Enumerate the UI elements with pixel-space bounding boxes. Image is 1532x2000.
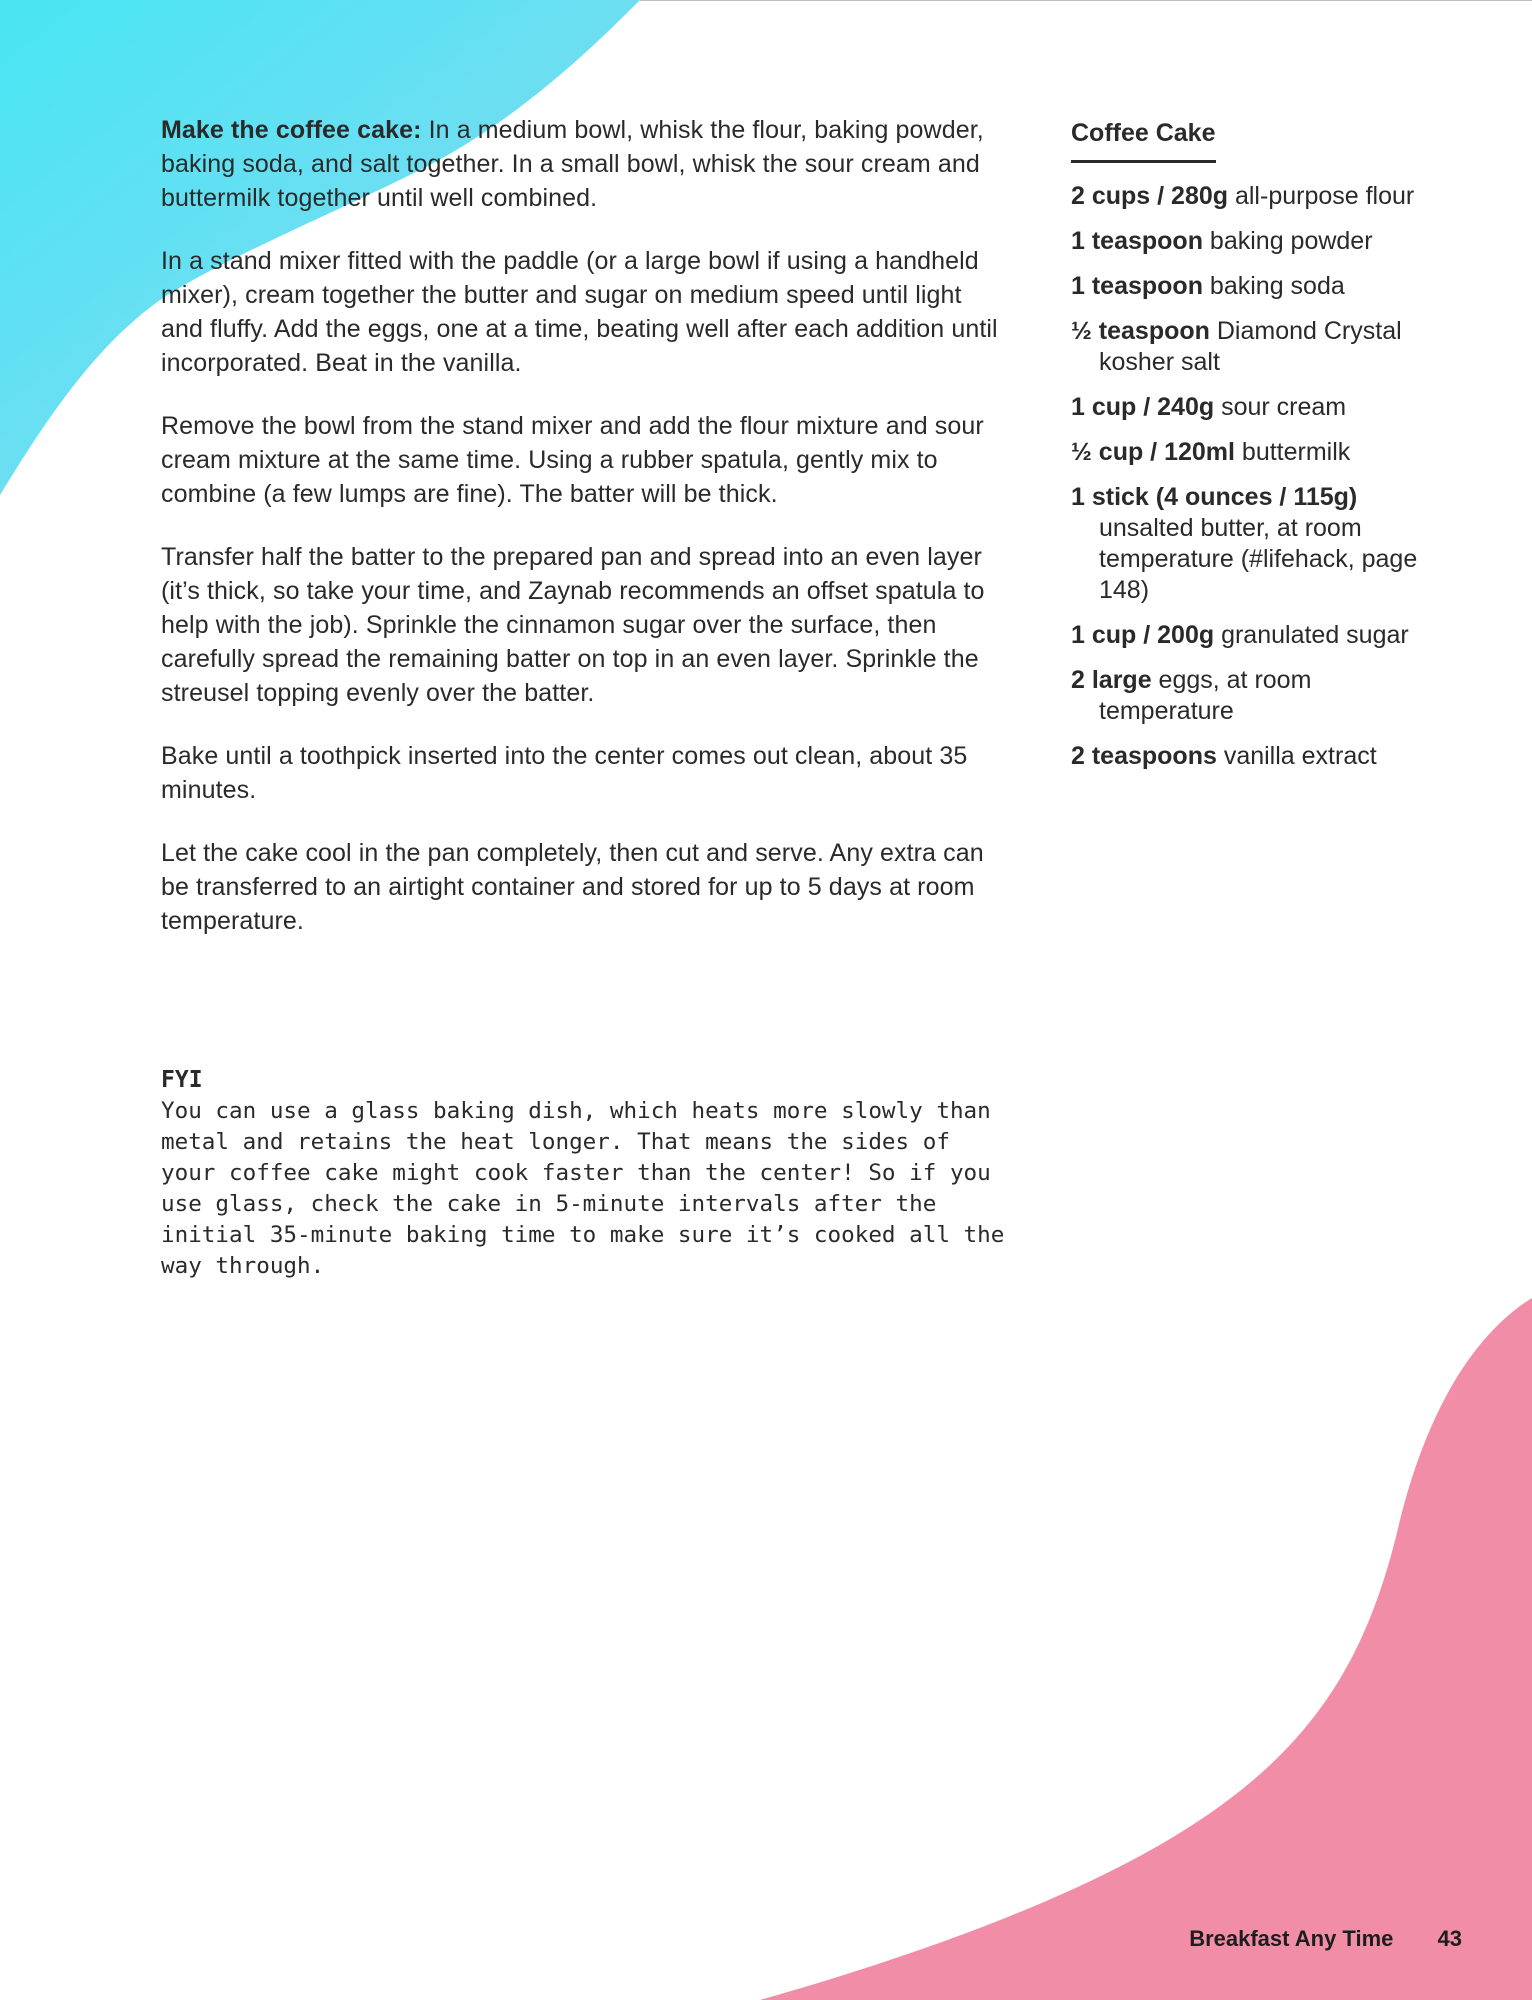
method-paragraph bbox=[161, 836, 1001, 938]
method-steps bbox=[161, 113, 1001, 967]
pink-blob bbox=[760, 1298, 1532, 2000]
top-rule bbox=[640, 0, 1532, 1]
ingredient-qty: 2 large bbox=[1071, 666, 1152, 694]
ingredient-desc: baking soda bbox=[1202, 272, 1345, 300]
ingredient-desc: eggs, at room temperature bbox=[1099, 666, 1312, 725]
ingredient-item bbox=[1071, 271, 1431, 302]
ingredient-item bbox=[1071, 665, 1431, 727]
ingredient-item bbox=[1071, 741, 1431, 772]
ingredient-desc: vanilla extract bbox=[1216, 742, 1377, 770]
method-paragraph bbox=[161, 540, 1001, 710]
ingredient-desc: Diamond Crystal kosher salt bbox=[1099, 317, 1402, 376]
step-text: In a medium bowl, whisk the flour, baking powder, baking soda, and salt together. In a small bowl, whisk the sour cream and buttermilk together until well combined. bbox=[161, 116, 984, 212]
ingredient-qty: 2 teaspoons bbox=[1071, 742, 1217, 770]
step-text: Let the cake cool in the pan completely, then cut and serve. Any extra can be transferred to an airtight container and stored for up to 5 days at room temperature. bbox=[161, 839, 984, 935]
fyi-note bbox=[161, 1065, 1011, 1282]
ingredient-qty: 1 cup / 240g bbox=[1071, 393, 1215, 421]
step-lead: Make the coffee cake: bbox=[161, 116, 422, 144]
ingredient-desc: buttermilk bbox=[1234, 438, 1351, 466]
ingredient-qty: ½ cup / 120ml bbox=[1071, 438, 1235, 466]
fyi-title: FYI bbox=[161, 1067, 203, 1093]
step-text: In a stand mixer fitted with the paddle (or a large bowl if using a handheld mixer), cream together the butter and sugar on medium speed until light and fluffy. Add the eggs, one at a time, beating well after each addition until incorporated. Beat in the vanilla. bbox=[161, 247, 998, 377]
ingredient-desc: all-purpose flour bbox=[1228, 182, 1415, 210]
ingredient-list bbox=[1071, 116, 1431, 786]
ingredient-qty: 1 teaspoon bbox=[1071, 227, 1203, 255]
ingredient-qty: 1 teaspoon bbox=[1071, 272, 1203, 300]
ingredient-item bbox=[1071, 392, 1431, 423]
method-paragraph bbox=[161, 244, 1001, 380]
ingredient-item bbox=[1071, 226, 1431, 257]
ingredient-qty: 1 cup / 200g bbox=[1071, 621, 1215, 649]
ingredient-desc: granulated sugar bbox=[1214, 621, 1409, 649]
ingredient-qty: 2 cups / 280g bbox=[1071, 182, 1229, 210]
method-paragraph bbox=[161, 739, 1001, 807]
ingredient-item bbox=[1071, 620, 1431, 651]
fyi-body: You can use a glass baking dish, which heats more slowly than metal and retains the heat longer. That means the sides of your coffee cake might cook faster than the center! So if you use glass, check the cake in 5-minute intervals after the initial 35-minute baking time to make sure it’s cooked all the way through. bbox=[161, 1098, 1005, 1279]
step-text: Transfer half the batter to the prepared pan and spread into an even layer (it’s thick, so take your time, and Zaynab recommends an offset spatula to help with the job). Sprinkle the cinnamon sugar over the surface, then carefully spread the remaining batter on top in an even layer. Sprinkle the streusel topping evenly over the batter. bbox=[161, 543, 985, 707]
method-paragraph bbox=[161, 113, 1001, 215]
ingredient-item bbox=[1071, 181, 1431, 212]
method-paragraph bbox=[161, 409, 1001, 511]
ingredient-item bbox=[1071, 316, 1431, 378]
ingredient-item bbox=[1071, 437, 1431, 468]
ingredient-qty: 1 stick (4 ounces / 115g) bbox=[1071, 483, 1358, 511]
step-text: Remove the bowl from the stand mixer and add the flour mixture and sour cream mixture at the same time. Using a rubber spatula, gently mix to combine (a few lumps are fine). The batter will be thick. bbox=[161, 412, 984, 508]
step-text: Bake until a toothpick inserted into the center comes out clean, about 35 minutes. bbox=[161, 742, 968, 804]
ingredient-desc: sour cream bbox=[1214, 393, 1347, 421]
ingredient-list-title: Coffee Cake bbox=[1071, 116, 1216, 163]
page-footer bbox=[1189, 1926, 1462, 1952]
page-number: 43 bbox=[1437, 1926, 1462, 1951]
ingredient-desc: baking powder bbox=[1202, 227, 1373, 255]
ingredient-qty: ½ teaspoon bbox=[1071, 317, 1210, 345]
section-title: Breakfast Any Time bbox=[1189, 1926, 1394, 1951]
ingredient-item bbox=[1071, 482, 1431, 606]
ingredient-desc: unsalted butter, at room temperature (#lifehack, page 148) bbox=[1099, 514, 1418, 604]
